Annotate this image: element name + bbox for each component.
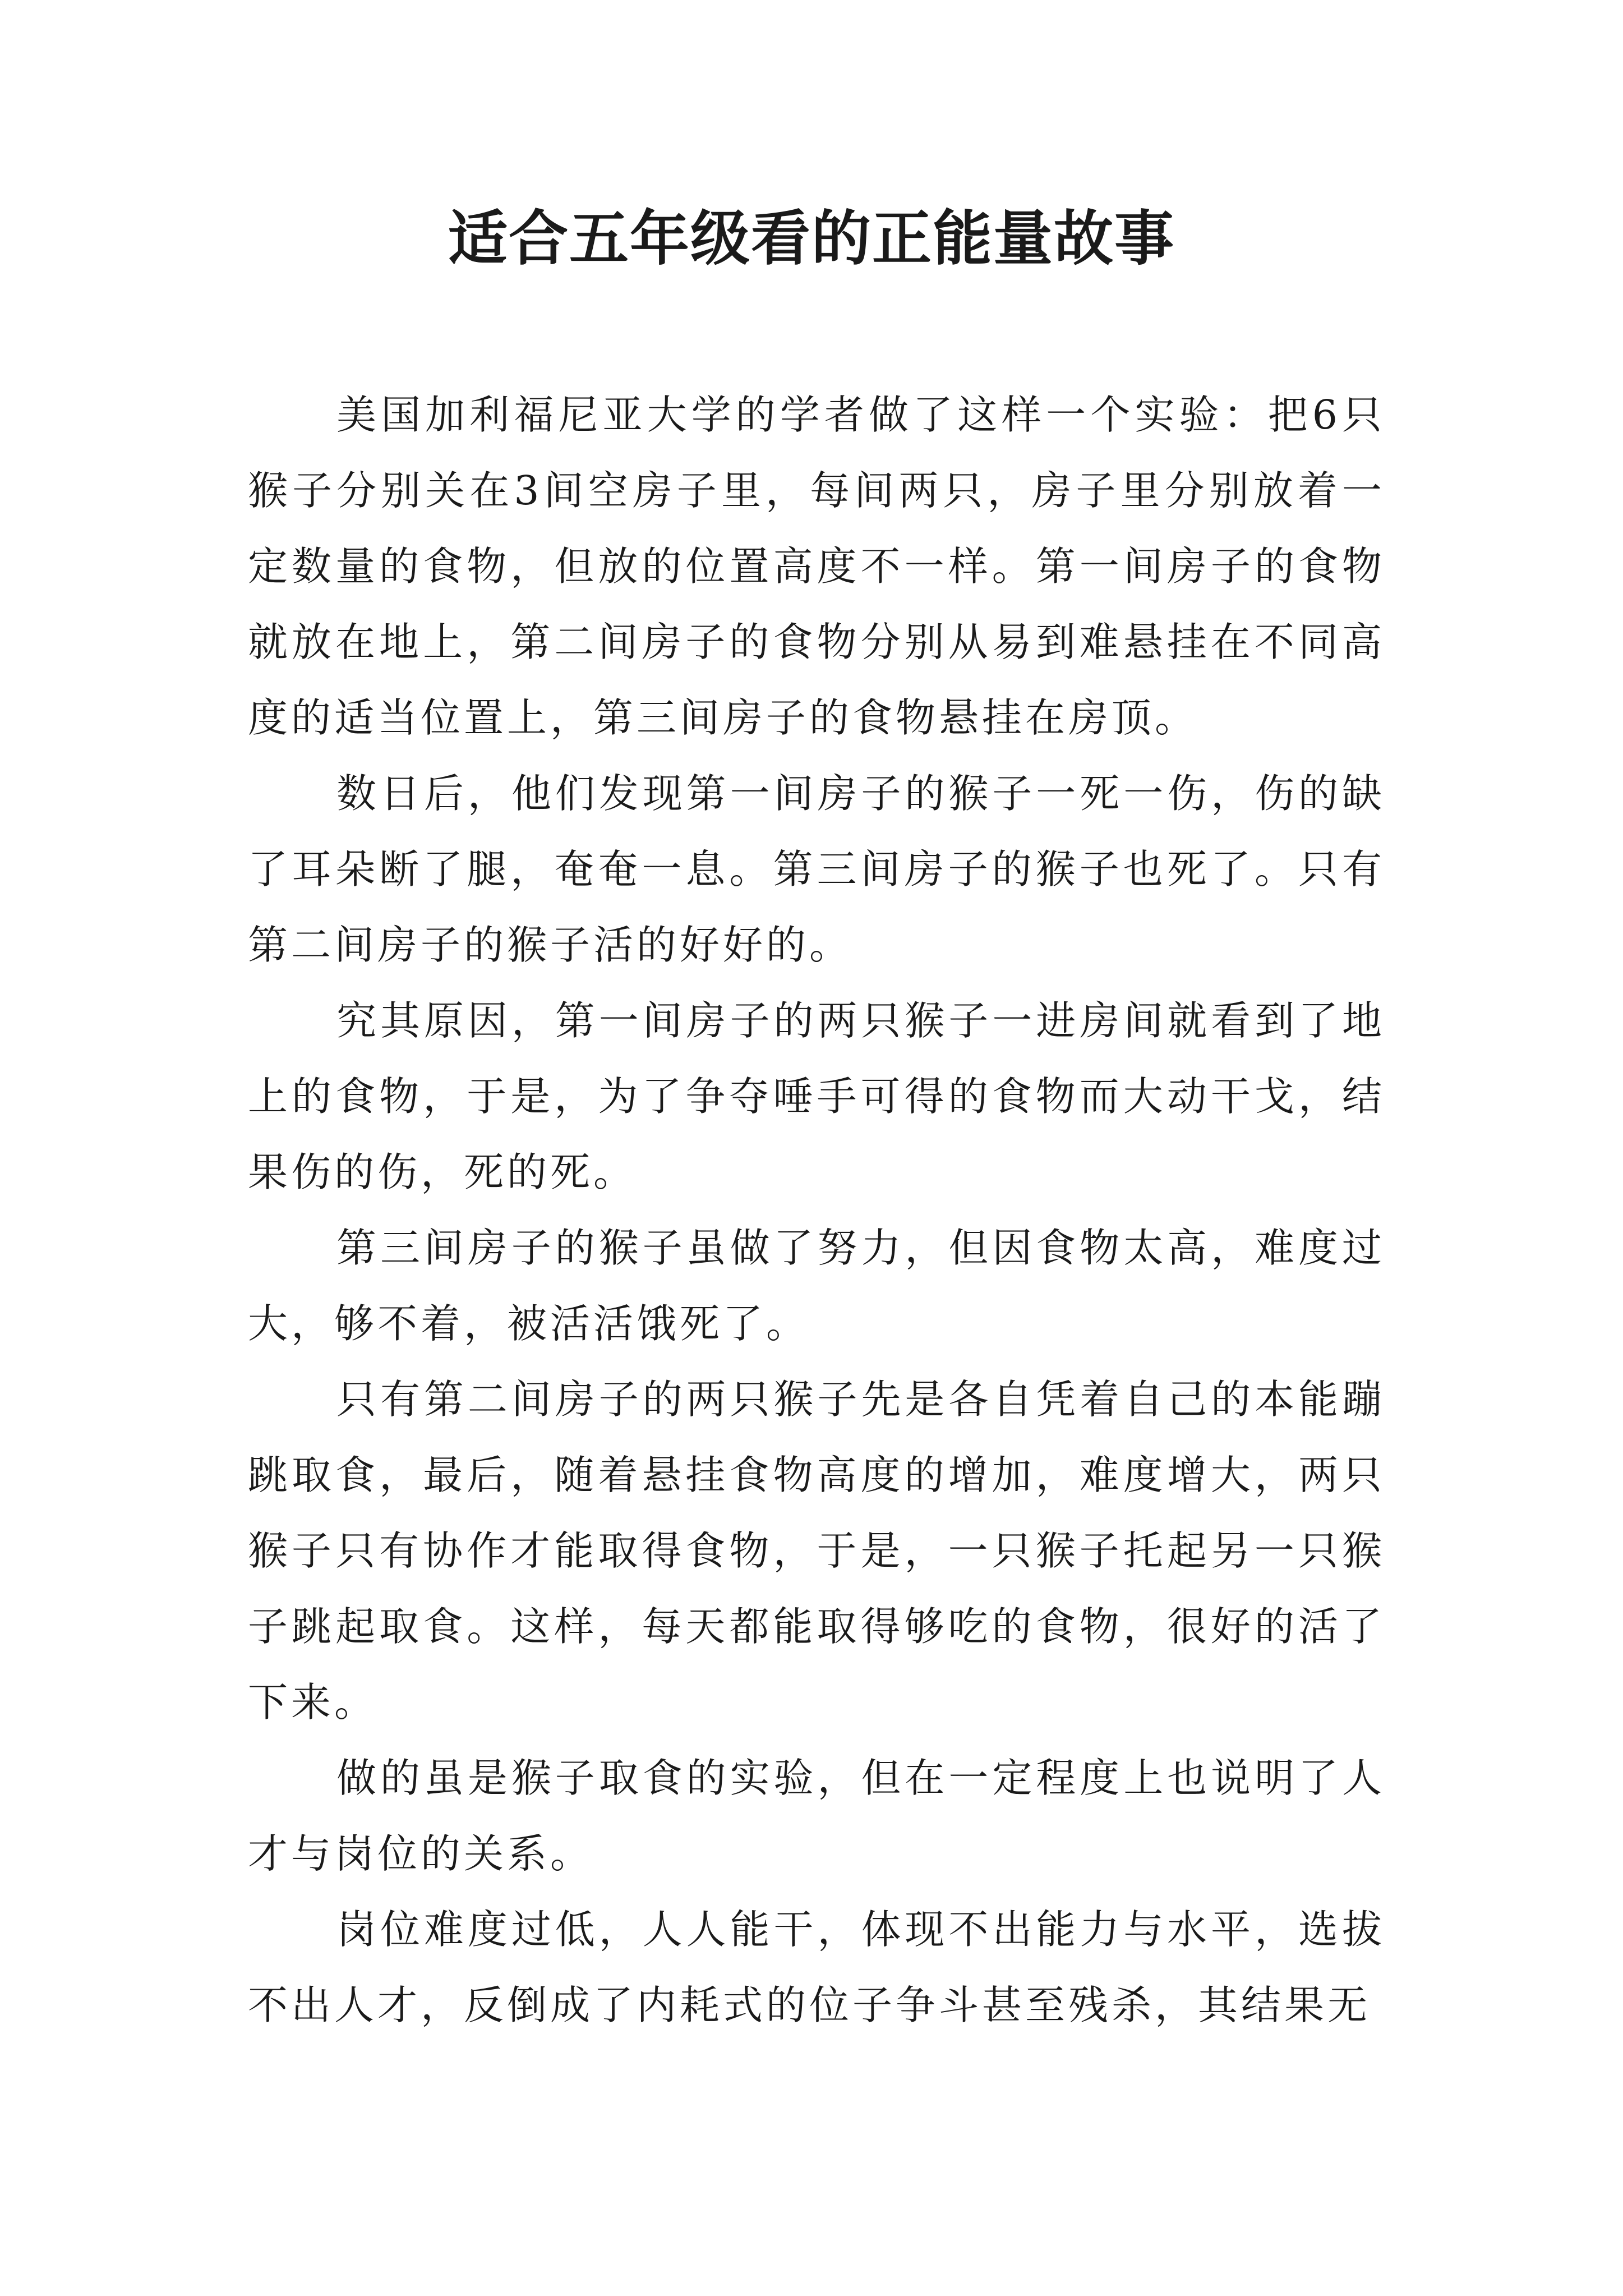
paragraph-1: 美国加利福尼亚大学的学者做了这样一个实验：把6只猴子分别关在3间空房子里，每间两只，房子里分别放着一定数量的食物，但放的位置高度不一样。第一间房子的食物就放在地上，第二间房子的食物分别从易到难悬挂在不同高度的适当位置上，第三间房子的食物悬挂在房顶。 (248, 392, 1385, 741)
document-body (248, 377, 1385, 2043)
paragraph-6: 做的虽是猴子取食的实验，但在一定程度上也说明了人才与岗位的关系。 (248, 1755, 1385, 1877)
paragraph-3: 究其原因，第一间房子的两只猴子一进房间就看到了地上的食物，于是，为了争夺唾手可得的食物而大动干戈，结果伤的伤，死的死。 (248, 997, 1385, 1195)
document-title: 适合五年级看的正能量故事 (448, 203, 1175, 273)
paragraph-7: 岗位难度过低，人人能干，体现不出能力与水平，选拔不出人才，反倒成了内耗式的位子争斗甚至残杀，其结果无 (248, 1906, 1385, 2028)
paragraph-4: 第三间房子的猴子虽做了努力，但因食物太高，难度过大，够不着，被活活饿死了。 (248, 1225, 1385, 1347)
paragraph-5: 只有第二间房子的两只猴子先是各自凭着自己的本能蹦跳取食，最后，随着悬挂食物高度的增加，难度增大，两只猴子只有协作才能取得食物，于是，一只猴子托起另一只猴子跳起取食。这样，每天都能取得够吃的食物，很好的活了下来。 (248, 1376, 1385, 1726)
paragraph-2: 数日后，他们发现第一间房子的猴子一死一伤，伤的缺了耳朵断了腿，奄奄一息。第三间房子的猴子也死了。只有第二间房子的猴子活的好好的。 (248, 770, 1385, 968)
